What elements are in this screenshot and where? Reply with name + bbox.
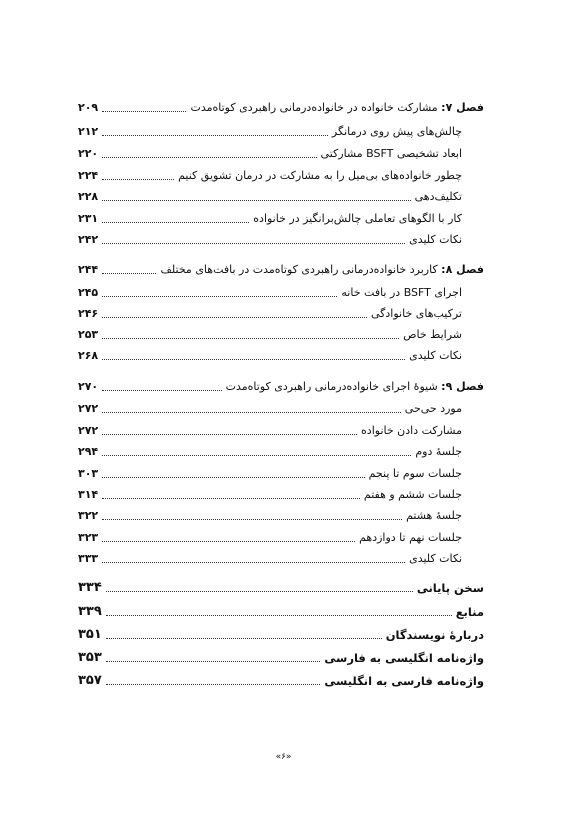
chapter-title: مشارکت خانواده در خانواده‌درمانی راهبردی کوتاه‌مدت: [190, 101, 438, 114]
chapter-label: فصل ۸:: [441, 263, 484, 276]
item-title: نکات کلیدی: [409, 349, 462, 362]
toc-item: [78, 121, 462, 139]
item-title: جلسهٔ دوم: [415, 445, 462, 458]
toc-item: [78, 229, 462, 247]
item-title: واژه‌نامه فارسی به انگلیسی: [324, 674, 484, 688]
item-title: سخن پایانی: [416, 581, 484, 595]
item-title: کار با الگوهای تعاملی چالش‌برانگیز در خانواده: [253, 212, 462, 225]
dot-leader: [102, 519, 402, 520]
dot-leader: [102, 111, 186, 112]
toc-back-matter-item: [78, 577, 484, 595]
page-number: ۲۴۲: [78, 233, 99, 246]
toc-back-matter-item: [78, 601, 484, 619]
item-title: جلسات سوم تا پنجم: [368, 467, 462, 480]
dot-leader: [102, 498, 360, 499]
dot-leader: [102, 390, 221, 391]
dot-leader: [102, 562, 405, 563]
toc-item: [78, 165, 462, 183]
item-title: نکات کلیدی: [409, 233, 462, 246]
item-title: جلسات ششم و هفتم: [363, 488, 462, 501]
page-number: ۲۹۴: [78, 445, 99, 458]
page-number: ۳۰۳: [78, 467, 99, 480]
item-title: چطور خانواده‌های بی‌میل را به مشارکت در درمان تشویق کنیم: [178, 169, 462, 182]
dot-leader: [102, 317, 367, 318]
toc-item: [78, 463, 462, 481]
dot-leader: [102, 273, 156, 274]
toc-chapter-9: [78, 376, 484, 394]
page-number: ۲۷۲: [78, 424, 99, 437]
chapter-label: فصل ۹:: [441, 380, 484, 393]
toc-item: [78, 398, 462, 416]
page-number: ۳۳۹: [78, 604, 102, 619]
item-title: ابعاد تشخیصی BSFT مشارکتی: [320, 147, 462, 160]
dot-leader: [102, 157, 316, 158]
page-number: ۲۵۳: [78, 328, 99, 341]
toc-item: [78, 420, 462, 438]
dot-leader: [106, 638, 382, 639]
page-number: ۳۲۳: [78, 531, 99, 544]
chapter-title: شیوهٔ اجرای خانواده‌درمانی راهبردی کوتاه‌مدت: [225, 380, 438, 393]
item-title: جلسهٔ هشتم: [406, 509, 462, 522]
dot-leader: [102, 243, 405, 244]
page-number: ۲۷۲: [78, 402, 99, 415]
toc-chapter-8: [78, 259, 484, 277]
dot-leader: [102, 477, 364, 478]
dot-leader: [102, 222, 249, 223]
page-number: ۲۲۰: [78, 147, 99, 160]
dot-leader: [106, 615, 452, 616]
toc-item: [78, 324, 462, 342]
toc-back-matter-item: [78, 670, 484, 688]
page-number: ۳۲۲: [78, 509, 99, 522]
item-title: نکات کلیدی: [409, 552, 462, 565]
toc-item: [78, 186, 462, 204]
dot-leader: [106, 591, 413, 592]
toc-item: [78, 282, 462, 300]
page-number: ۲۴۶: [78, 307, 99, 320]
toc-chapter-7: [78, 97, 484, 115]
page-number: ۳۵۱: [78, 627, 102, 642]
page-number: ۲۷۰: [78, 380, 99, 393]
item-title: تکلیف‌دهی: [414, 190, 462, 203]
item-title: واژه‌نامه انگلیسی به فارسی: [324, 651, 484, 665]
toc-item: [78, 345, 462, 363]
item-title: شرایط خاص: [403, 328, 462, 341]
page-number: ۳۱۴: [78, 488, 99, 501]
dot-leader: [102, 455, 411, 456]
page-number: ۲۱۲: [78, 125, 99, 138]
page-number: ۳۵۳: [78, 650, 102, 665]
toc-item: [78, 484, 462, 502]
page-number: ۳۳۴: [78, 580, 102, 595]
item-title: اجرای BSFT در بافت خانه: [341, 286, 462, 299]
item-title: ترکیب‌های خانوادگی: [370, 307, 462, 320]
page-number: ۲۲۴: [78, 169, 99, 182]
dot-leader: [102, 296, 337, 297]
item-title: منابع: [455, 605, 484, 619]
page-folio: «۶»: [275, 752, 292, 762]
dot-leader: [106, 684, 321, 685]
toc-item: [78, 303, 462, 321]
item-title: جلسات نهم تا دوازدهم: [359, 531, 462, 544]
page-number: ۲۳۱: [78, 212, 99, 225]
item-title: چالش‌های پیش روی درمانگر: [331, 125, 462, 138]
page-number: ۲۶۸: [78, 349, 99, 362]
dot-leader: [102, 434, 357, 435]
page-number: ۲۴۵: [78, 286, 99, 299]
item-title: مشارکت دادن خانواده: [361, 424, 462, 437]
toc-item: [78, 505, 462, 523]
toc-item: [78, 208, 462, 226]
toc-item: [78, 441, 462, 459]
page-number: ۲۰۹: [78, 101, 99, 114]
dot-leader: [102, 412, 401, 413]
page-number: ۲۴۴: [78, 263, 99, 276]
toc-back-matter-item: [78, 624, 484, 642]
page-number: ۲۲۸: [78, 190, 99, 203]
dot-leader: [106, 661, 321, 662]
dot-leader: [102, 135, 328, 136]
dot-leader: [102, 359, 405, 360]
toc-item: [78, 527, 462, 545]
toc-back-matter-item: [78, 647, 484, 665]
dot-leader: [102, 179, 174, 180]
page-number: ۳۵۷: [78, 673, 102, 688]
dot-leader: [102, 338, 399, 339]
dot-leader: [102, 541, 355, 542]
item-title: دربارهٔ نویسندگان: [385, 628, 484, 642]
dot-leader: [102, 200, 410, 201]
toc-item: [78, 548, 462, 566]
toc-item: [78, 143, 462, 161]
page-number: ۳۳۳: [78, 552, 99, 565]
item-title: مورد حی‌حی: [404, 402, 462, 415]
chapter-label: فصل ۷:: [441, 101, 484, 114]
chapter-title: کاربرد خانواده‌درمانی راهبردی کوتاه‌مدت در بافت‌های مختلف: [160, 263, 438, 276]
